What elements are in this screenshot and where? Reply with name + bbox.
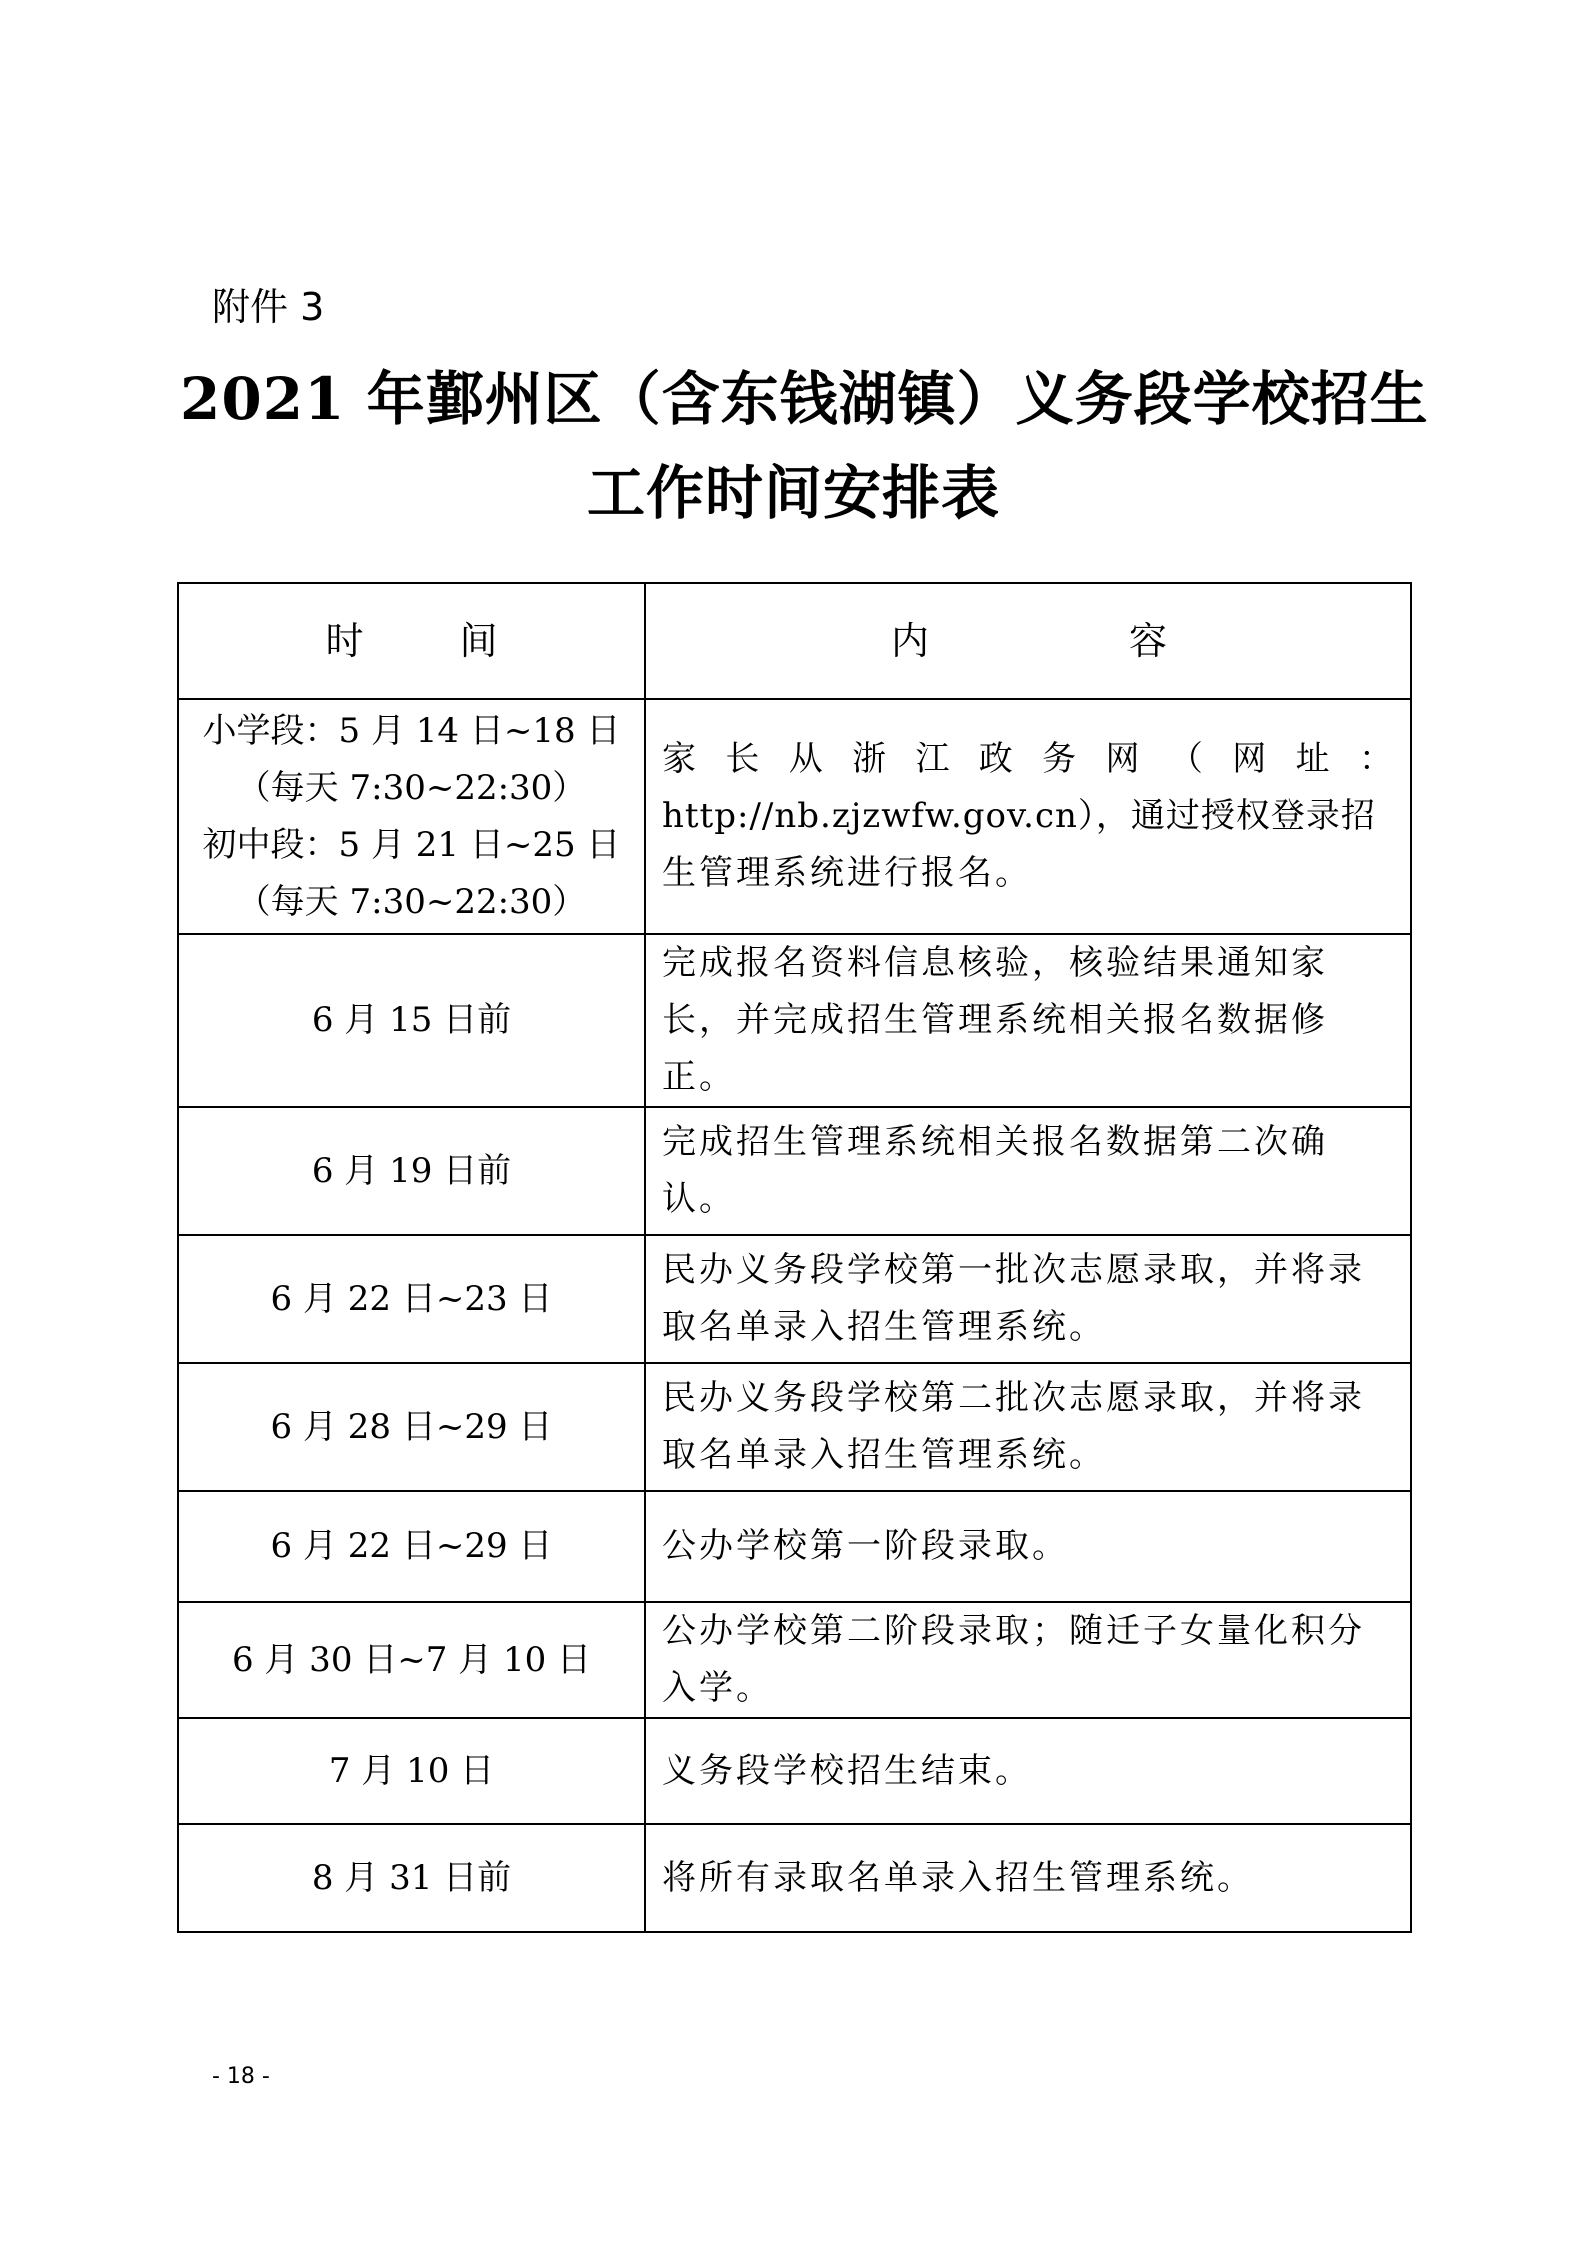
content-char: ： bbox=[1358, 739, 1396, 779]
table-header-row bbox=[178, 583, 1411, 699]
time-line: 小学段：5 月 14 日~18 日 bbox=[202, 710, 621, 751]
content-cell bbox=[645, 699, 1411, 934]
content-char: 政 bbox=[978, 739, 1016, 779]
schedule-table bbox=[177, 582, 1412, 1933]
content-char: 长 bbox=[725, 739, 763, 779]
time-cell: 6 月 30 日~7 月 10 日 bbox=[178, 1602, 645, 1718]
content-char: 从 bbox=[788, 739, 826, 779]
content-cell: 义务段学校招生结束。 bbox=[645, 1718, 1411, 1824]
time-line: （每天 7:30~22:30） bbox=[236, 881, 587, 922]
header-time bbox=[178, 583, 645, 699]
content-line: 生管理系统进行报名。 bbox=[662, 853, 1032, 893]
table-row bbox=[178, 1491, 1411, 1602]
time-cell: 6 月 22 日~29 日 bbox=[178, 1491, 645, 1602]
time-cell: 7 月 10 日 bbox=[178, 1718, 645, 1824]
content-cell: 将所有录取名单录入招生管理系统。 bbox=[645, 1824, 1411, 1932]
table-row bbox=[178, 1718, 1411, 1824]
header-time-char-2: 间 bbox=[459, 618, 498, 663]
table-row bbox=[178, 1824, 1411, 1932]
table-row bbox=[178, 699, 1411, 934]
title-line-2: 工作时间安排表 bbox=[586, 459, 1000, 527]
table-row bbox=[178, 1363, 1411, 1491]
content-char: 网 bbox=[1105, 739, 1143, 779]
content-char: 江 bbox=[915, 739, 953, 779]
content-char: 务 bbox=[1042, 739, 1080, 779]
time-cell bbox=[178, 699, 645, 934]
content-char: 家 bbox=[662, 739, 699, 779]
title-line-1: 2021 年鄞州区（含东钱湖镇）义务段学校招生 bbox=[180, 365, 1429, 433]
time-line: （每天 7:30~22:30） bbox=[236, 767, 587, 808]
content-cell: 民办义务段学校第二批次志愿录取，并将录取名单录入招生管理系统。 bbox=[645, 1363, 1411, 1491]
content-char: （ bbox=[1168, 739, 1206, 779]
time-cell: 8 月 31 日前 bbox=[178, 1824, 645, 1932]
table-row bbox=[178, 1235, 1411, 1363]
content-line-justified bbox=[662, 731, 1396, 788]
content-cell: 完成报名资料信息核验，核验结果通知家长，并完成招生管理系统相关报名数据修正。 bbox=[645, 934, 1411, 1107]
page-number: - 18 - bbox=[212, 2064, 270, 2089]
header-time-char-1: 时 bbox=[325, 618, 364, 663]
attachment-label: 附件 3 bbox=[212, 285, 325, 329]
header-content bbox=[645, 583, 1411, 699]
header-content-char-1: 内 bbox=[890, 618, 929, 663]
time-line: 初中段：5 月 21 日~25 日 bbox=[202, 824, 621, 865]
content-cell: 完成招生管理系统相关报名数据第二次确认。 bbox=[645, 1107, 1411, 1235]
time-cell: 6 月 28 日~29 日 bbox=[178, 1363, 645, 1491]
time-cell: 6 月 22 日~23 日 bbox=[178, 1235, 645, 1363]
content-char: 浙 bbox=[852, 739, 890, 779]
document-title bbox=[180, 352, 1429, 540]
content-cell: 公办学校第一阶段录取。 bbox=[645, 1491, 1411, 1602]
time-cell: 6 月 19 日前 bbox=[178, 1107, 645, 1235]
table-row bbox=[178, 1602, 1411, 1718]
content-char: 址 bbox=[1295, 739, 1333, 779]
time-cell: 6 月 15 日前 bbox=[178, 934, 645, 1107]
content-url-line: http://nb.zjzwfw.gov.cn），通过授权登录招 bbox=[662, 796, 1376, 836]
content-cell: 公办学校第二阶段录取；随迁子女量化积分入学。 bbox=[645, 1602, 1411, 1718]
table-row bbox=[178, 1107, 1411, 1235]
header-content-char-2: 容 bbox=[1129, 618, 1168, 663]
content-cell: 民办义务段学校第一批次志愿录取，并将录取名单录入招生管理系统。 bbox=[645, 1235, 1411, 1363]
content-char: 网 bbox=[1232, 739, 1270, 779]
table-row bbox=[178, 934, 1411, 1107]
